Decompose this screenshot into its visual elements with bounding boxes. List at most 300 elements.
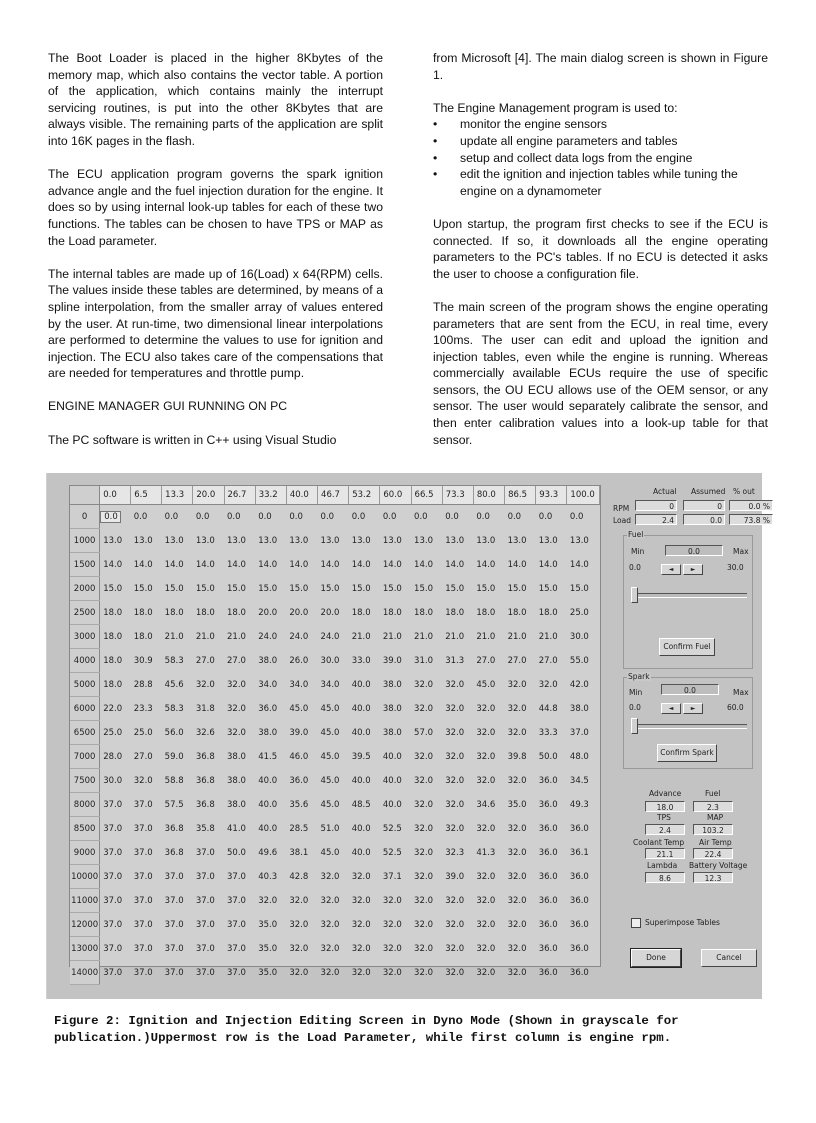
- table-cell[interactable]: [193, 889, 224, 913]
- table-cell[interactable]: [473, 937, 504, 961]
- table-cell[interactable]: [255, 961, 286, 985]
- table-cell[interactable]: [100, 601, 131, 625]
- table-cell[interactable]: [286, 673, 317, 697]
- table-cell[interactable]: [411, 625, 442, 649]
- table-cell[interactable]: [505, 913, 536, 937]
- table-cell[interactable]: [286, 937, 317, 961]
- table-cell[interactable]: [349, 649, 380, 673]
- table-cell[interactable]: [473, 601, 504, 625]
- table-cell[interactable]: [380, 625, 411, 649]
- table-cell[interactable]: [193, 697, 224, 721]
- table-cell[interactable]: [536, 553, 567, 577]
- table-cell[interactable]: [318, 817, 349, 841]
- table-cell[interactable]: [473, 697, 504, 721]
- table-cell[interactable]: [193, 673, 224, 697]
- table-cell[interactable]: [380, 937, 411, 961]
- table-cell[interactable]: [162, 721, 193, 745]
- table-cell[interactable]: [349, 745, 380, 769]
- table-cell[interactable]: [224, 577, 255, 601]
- table-cell[interactable]: [442, 553, 473, 577]
- table-cell[interactable]: [411, 601, 442, 625]
- table-cell[interactable]: [536, 937, 567, 961]
- table-cell[interactable]: [411, 889, 442, 913]
- table-cell[interactable]: [224, 721, 255, 745]
- table-cell[interactable]: [255, 697, 286, 721]
- table-cell[interactable]: [567, 937, 600, 961]
- table-cell[interactable]: [411, 553, 442, 577]
- table-cell[interactable]: [162, 793, 193, 817]
- table-cell[interactable]: [442, 817, 473, 841]
- table-cell[interactable]: [224, 865, 255, 889]
- table-cell[interactable]: [162, 625, 193, 649]
- table-cell[interactable]: [286, 913, 317, 937]
- table-cell[interactable]: [567, 769, 600, 793]
- table-cell[interactable]: [473, 745, 504, 769]
- table-cell[interactable]: [567, 553, 600, 577]
- table-cell[interactable]: [380, 889, 411, 913]
- superimpose-checkbox[interactable]: [631, 918, 641, 928]
- table-cell[interactable]: [536, 649, 567, 673]
- table-cell[interactable]: [536, 577, 567, 601]
- table-cell[interactable]: [567, 817, 600, 841]
- table-cell[interactable]: [193, 553, 224, 577]
- table-cell[interactable]: [100, 913, 131, 937]
- table-cell[interactable]: [536, 673, 567, 697]
- table-cell[interactable]: [100, 937, 131, 961]
- table-cell[interactable]: [286, 841, 317, 865]
- table-cell[interactable]: [255, 937, 286, 961]
- cancel-button[interactable]: Cancel: [701, 949, 757, 967]
- table-cell[interactable]: [131, 817, 162, 841]
- table-cell[interactable]: [131, 505, 162, 529]
- table-cell[interactable]: [318, 793, 349, 817]
- table-cell[interactable]: [473, 841, 504, 865]
- table-cell[interactable]: [349, 793, 380, 817]
- table-cell[interactable]: [536, 889, 567, 913]
- table-cell[interactable]: [442, 697, 473, 721]
- table-cell[interactable]: [162, 673, 193, 697]
- table-cell[interactable]: [193, 817, 224, 841]
- table-cell[interactable]: [162, 601, 193, 625]
- table-cell[interactable]: [131, 937, 162, 961]
- table-cell[interactable]: [255, 649, 286, 673]
- table-cell[interactable]: [505, 865, 536, 889]
- table-cell[interactable]: [505, 937, 536, 961]
- table-cell[interactable]: [100, 505, 131, 529]
- table-cell[interactable]: [473, 673, 504, 697]
- table-cell[interactable]: [473, 817, 504, 841]
- table-cell[interactable]: [473, 769, 504, 793]
- table-cell[interactable]: [193, 625, 224, 649]
- table-cell[interactable]: [162, 769, 193, 793]
- table-cell[interactable]: [349, 553, 380, 577]
- table-cell[interactable]: [286, 697, 317, 721]
- table-cell[interactable]: [162, 865, 193, 889]
- table-cell[interactable]: [162, 841, 193, 865]
- table-cell[interactable]: [162, 697, 193, 721]
- table-cell[interactable]: [536, 601, 567, 625]
- table-cell[interactable]: [380, 673, 411, 697]
- table-cell[interactable]: [536, 913, 567, 937]
- table-cell[interactable]: [255, 529, 286, 553]
- table-cell[interactable]: [286, 553, 317, 577]
- table-cell[interactable]: [380, 793, 411, 817]
- table-cell[interactable]: [505, 673, 536, 697]
- table-cell[interactable]: [131, 553, 162, 577]
- table-cell[interactable]: [567, 889, 600, 913]
- table-cell[interactable]: [380, 817, 411, 841]
- table-cell[interactable]: [193, 937, 224, 961]
- table-cell[interactable]: [255, 769, 286, 793]
- table-cell[interactable]: [349, 529, 380, 553]
- table-cell[interactable]: [380, 553, 411, 577]
- table-cell[interactable]: [567, 865, 600, 889]
- table-cell[interactable]: [131, 529, 162, 553]
- table-cell[interactable]: [411, 865, 442, 889]
- table-cell[interactable]: [380, 505, 411, 529]
- table-cell[interactable]: [131, 961, 162, 985]
- table-cell[interactable]: [255, 505, 286, 529]
- table-cell[interactable]: [505, 745, 536, 769]
- table-cell[interactable]: [100, 673, 131, 697]
- table-cell[interactable]: [442, 577, 473, 601]
- table-cell[interactable]: [193, 865, 224, 889]
- table-cell[interactable]: [193, 601, 224, 625]
- table-cell[interactable]: [286, 577, 317, 601]
- table-cell[interactable]: [224, 769, 255, 793]
- table-cell[interactable]: [224, 649, 255, 673]
- table-cell[interactable]: [318, 961, 349, 985]
- table-cell[interactable]: [380, 601, 411, 625]
- table-cell[interactable]: [318, 913, 349, 937]
- table-cell[interactable]: [349, 577, 380, 601]
- table-cell[interactable]: [131, 745, 162, 769]
- table-cell[interactable]: [505, 649, 536, 673]
- table-cell[interactable]: [349, 697, 380, 721]
- table-cell[interactable]: [411, 649, 442, 673]
- confirm-spark-button[interactable]: Confirm Spark: [657, 744, 717, 762]
- table-cell[interactable]: [411, 745, 442, 769]
- table-cell[interactable]: [473, 529, 504, 553]
- table-cell[interactable]: [473, 913, 504, 937]
- table-cell[interactable]: [318, 889, 349, 913]
- table-cell[interactable]: [100, 961, 131, 985]
- table-cell[interactable]: [224, 601, 255, 625]
- table-cell[interactable]: [162, 577, 193, 601]
- table-cell[interactable]: [286, 505, 317, 529]
- table-cell[interactable]: [224, 793, 255, 817]
- table-cell[interactable]: [442, 673, 473, 697]
- table-cell[interactable]: [567, 721, 600, 745]
- table-cell[interactable]: [380, 913, 411, 937]
- table-cell[interactable]: [162, 937, 193, 961]
- table-cell[interactable]: [442, 865, 473, 889]
- table-cell[interactable]: [193, 721, 224, 745]
- fuel-decrease-button[interactable]: ◄: [661, 564, 681, 575]
- table-cell[interactable]: [162, 529, 193, 553]
- table-cell[interactable]: [255, 553, 286, 577]
- table-cell[interactable]: [536, 793, 567, 817]
- table-cell[interactable]: [536, 841, 567, 865]
- table-cell[interactable]: [255, 913, 286, 937]
- table-cell[interactable]: [567, 601, 600, 625]
- table-cell[interactable]: [255, 841, 286, 865]
- table-cell[interactable]: [411, 913, 442, 937]
- table-cell[interactable]: [473, 649, 504, 673]
- table-cell[interactable]: [473, 889, 504, 913]
- table-cell[interactable]: [224, 817, 255, 841]
- table-cell[interactable]: [255, 721, 286, 745]
- spark-decrease-button[interactable]: ◄: [661, 703, 681, 714]
- table-cell[interactable]: [411, 841, 442, 865]
- table-cell[interactable]: [162, 649, 193, 673]
- table-cell[interactable]: [567, 841, 600, 865]
- table-cell[interactable]: [411, 793, 442, 817]
- table-cell[interactable]: [473, 625, 504, 649]
- table-cell[interactable]: [318, 865, 349, 889]
- table-cell[interactable]: [380, 865, 411, 889]
- table-cell[interactable]: [442, 505, 473, 529]
- table-cell[interactable]: [411, 769, 442, 793]
- spark-slider-track[interactable]: [631, 724, 747, 729]
- table-cell[interactable]: [131, 577, 162, 601]
- table-cell[interactable]: [224, 889, 255, 913]
- table-cell[interactable]: [131, 889, 162, 913]
- table-cell[interactable]: [193, 649, 224, 673]
- table-cell[interactable]: [442, 529, 473, 553]
- table-cell[interactable]: [193, 769, 224, 793]
- spark-value-field[interactable]: 0.0: [661, 684, 719, 695]
- table-cell[interactable]: [131, 913, 162, 937]
- table-cell[interactable]: [193, 793, 224, 817]
- table-cell[interactable]: [442, 961, 473, 985]
- table-cell[interactable]: [411, 697, 442, 721]
- table-cell[interactable]: [255, 577, 286, 601]
- table-cell[interactable]: [505, 625, 536, 649]
- table-cell[interactable]: [349, 841, 380, 865]
- table-cell[interactable]: [567, 505, 600, 529]
- table-cell[interactable]: [349, 937, 380, 961]
- table-cell[interactable]: [349, 721, 380, 745]
- table-cell[interactable]: [100, 697, 131, 721]
- table-cell[interactable]: [224, 553, 255, 577]
- table-cell[interactable]: [100, 793, 131, 817]
- table-cell[interactable]: [224, 625, 255, 649]
- table-cell[interactable]: [131, 601, 162, 625]
- table-cell[interactable]: [349, 961, 380, 985]
- table-cell[interactable]: [473, 865, 504, 889]
- table-cell[interactable]: [131, 865, 162, 889]
- table-cell[interactable]: [411, 937, 442, 961]
- table-cell[interactable]: [131, 793, 162, 817]
- table-cell[interactable]: [162, 553, 193, 577]
- table-cell[interactable]: [349, 673, 380, 697]
- table-cell[interactable]: [567, 649, 600, 673]
- table-cell[interactable]: [318, 673, 349, 697]
- table-cell[interactable]: [286, 769, 317, 793]
- table-cell[interactable]: [286, 601, 317, 625]
- table-cell[interactable]: [505, 769, 536, 793]
- table-cell[interactable]: [318, 577, 349, 601]
- table-cell[interactable]: [442, 937, 473, 961]
- table-cell[interactable]: [286, 793, 317, 817]
- table-cell[interactable]: [536, 625, 567, 649]
- table-cell[interactable]: [318, 745, 349, 769]
- table-cell[interactable]: [380, 529, 411, 553]
- table-cell[interactable]: [442, 913, 473, 937]
- table-cell[interactable]: [131, 721, 162, 745]
- table-cell[interactable]: [505, 553, 536, 577]
- table-cell[interactable]: [442, 625, 473, 649]
- table-cell[interactable]: [349, 601, 380, 625]
- table-cell[interactable]: [567, 577, 600, 601]
- table-cell[interactable]: [162, 505, 193, 529]
- table-cell[interactable]: [100, 769, 131, 793]
- table-cell[interactable]: [567, 913, 600, 937]
- table-cell[interactable]: [505, 601, 536, 625]
- table-cell[interactable]: [286, 865, 317, 889]
- table-cell[interactable]: [162, 961, 193, 985]
- table-cell[interactable]: [349, 817, 380, 841]
- table-cell[interactable]: [567, 961, 600, 985]
- table-cell[interactable]: [442, 649, 473, 673]
- table-cell[interactable]: [349, 505, 380, 529]
- table-cell[interactable]: [131, 649, 162, 673]
- table-cell[interactable]: [380, 697, 411, 721]
- table-cell[interactable]: [193, 913, 224, 937]
- table-cell[interactable]: [131, 769, 162, 793]
- table-cell[interactable]: [286, 721, 317, 745]
- table-cell[interactable]: [193, 505, 224, 529]
- table-cell[interactable]: [318, 937, 349, 961]
- spark-increase-button[interactable]: ►: [683, 703, 703, 714]
- table-cell[interactable]: [286, 529, 317, 553]
- table-cell[interactable]: [536, 697, 567, 721]
- table-cell[interactable]: [536, 817, 567, 841]
- table-cell[interactable]: [349, 625, 380, 649]
- table-cell[interactable]: [411, 961, 442, 985]
- table-cell[interactable]: [349, 889, 380, 913]
- table-cell[interactable]: [567, 697, 600, 721]
- table-cell[interactable]: [567, 625, 600, 649]
- table-cell[interactable]: [131, 697, 162, 721]
- table-cell[interactable]: [100, 625, 131, 649]
- table-cell[interactable]: [224, 961, 255, 985]
- spark-slider-handle[interactable]: [631, 718, 638, 734]
- done-button[interactable]: Done: [631, 949, 681, 967]
- table-cell[interactable]: [100, 889, 131, 913]
- table-cell[interactable]: [100, 745, 131, 769]
- table-cell[interactable]: [505, 697, 536, 721]
- table-cell[interactable]: [318, 553, 349, 577]
- table-cell[interactable]: [567, 793, 600, 817]
- table-cell[interactable]: [411, 673, 442, 697]
- table-cell[interactable]: [473, 577, 504, 601]
- table-cell[interactable]: [162, 889, 193, 913]
- table-cell[interactable]: [100, 553, 131, 577]
- table-cell[interactable]: [567, 529, 600, 553]
- table-cell[interactable]: [318, 769, 349, 793]
- table-cell[interactable]: [255, 793, 286, 817]
- table-cell[interactable]: [349, 913, 380, 937]
- table-cell[interactable]: [318, 505, 349, 529]
- table-cell[interactable]: [100, 577, 131, 601]
- confirm-fuel-button[interactable]: Confirm Fuel: [659, 638, 715, 656]
- table-cell[interactable]: [411, 529, 442, 553]
- table-cell[interactable]: [224, 745, 255, 769]
- table-cell[interactable]: [536, 865, 567, 889]
- fuel-slider-track[interactable]: [631, 593, 747, 598]
- table-cell[interactable]: [380, 841, 411, 865]
- table-cell[interactable]: [318, 841, 349, 865]
- table-cell[interactable]: [224, 529, 255, 553]
- table-cell[interactable]: [318, 529, 349, 553]
- table-cell[interactable]: [442, 721, 473, 745]
- table-cell[interactable]: [380, 721, 411, 745]
- table-cell[interactable]: [224, 913, 255, 937]
- table-cell[interactable]: [131, 841, 162, 865]
- table-cell[interactable]: [442, 841, 473, 865]
- fuel-slider-handle[interactable]: [631, 587, 638, 603]
- table-cell[interactable]: [162, 913, 193, 937]
- table-cell[interactable]: [473, 721, 504, 745]
- table-cell[interactable]: [505, 889, 536, 913]
- table-cell[interactable]: [255, 745, 286, 769]
- table-cell[interactable]: [536, 745, 567, 769]
- table-cell[interactable]: [411, 721, 442, 745]
- table-cell[interactable]: [255, 673, 286, 697]
- table-cell[interactable]: [380, 649, 411, 673]
- table-cell[interactable]: [100, 721, 131, 745]
- table-cell[interactable]: [411, 817, 442, 841]
- table-cell[interactable]: [286, 889, 317, 913]
- table-cell[interactable]: [193, 529, 224, 553]
- table-cell[interactable]: [505, 529, 536, 553]
- table-cell[interactable]: [442, 601, 473, 625]
- table-cell[interactable]: [162, 745, 193, 769]
- table-cell[interactable]: [380, 769, 411, 793]
- table-cell[interactable]: [193, 577, 224, 601]
- table-cell[interactable]: [473, 961, 504, 985]
- table-cell[interactable]: [442, 793, 473, 817]
- table-cell[interactable]: [224, 673, 255, 697]
- table-cell[interactable]: [411, 577, 442, 601]
- table-cell[interactable]: [567, 673, 600, 697]
- table-cell[interactable]: [255, 817, 286, 841]
- table-cell[interactable]: [255, 601, 286, 625]
- table-cell[interactable]: [286, 745, 317, 769]
- table-cell[interactable]: [536, 961, 567, 985]
- table-cell[interactable]: [255, 865, 286, 889]
- table-cell[interactable]: [224, 697, 255, 721]
- table-cell[interactable]: [536, 529, 567, 553]
- table-cell[interactable]: [286, 625, 317, 649]
- table-cell[interactable]: [318, 625, 349, 649]
- table-cell[interactable]: [318, 649, 349, 673]
- table-cell[interactable]: [442, 769, 473, 793]
- table-cell[interactable]: [380, 745, 411, 769]
- table-cell[interactable]: [349, 865, 380, 889]
- table-cell[interactable]: [286, 817, 317, 841]
- table-cell[interactable]: [505, 721, 536, 745]
- table-cell[interactable]: [286, 961, 317, 985]
- table-cell[interactable]: [380, 961, 411, 985]
- table-cell[interactable]: [536, 721, 567, 745]
- table-cell[interactable]: [162, 817, 193, 841]
- table-cell[interactable]: [380, 577, 411, 601]
- table-cell[interactable]: [505, 793, 536, 817]
- table-cell[interactable]: [536, 505, 567, 529]
